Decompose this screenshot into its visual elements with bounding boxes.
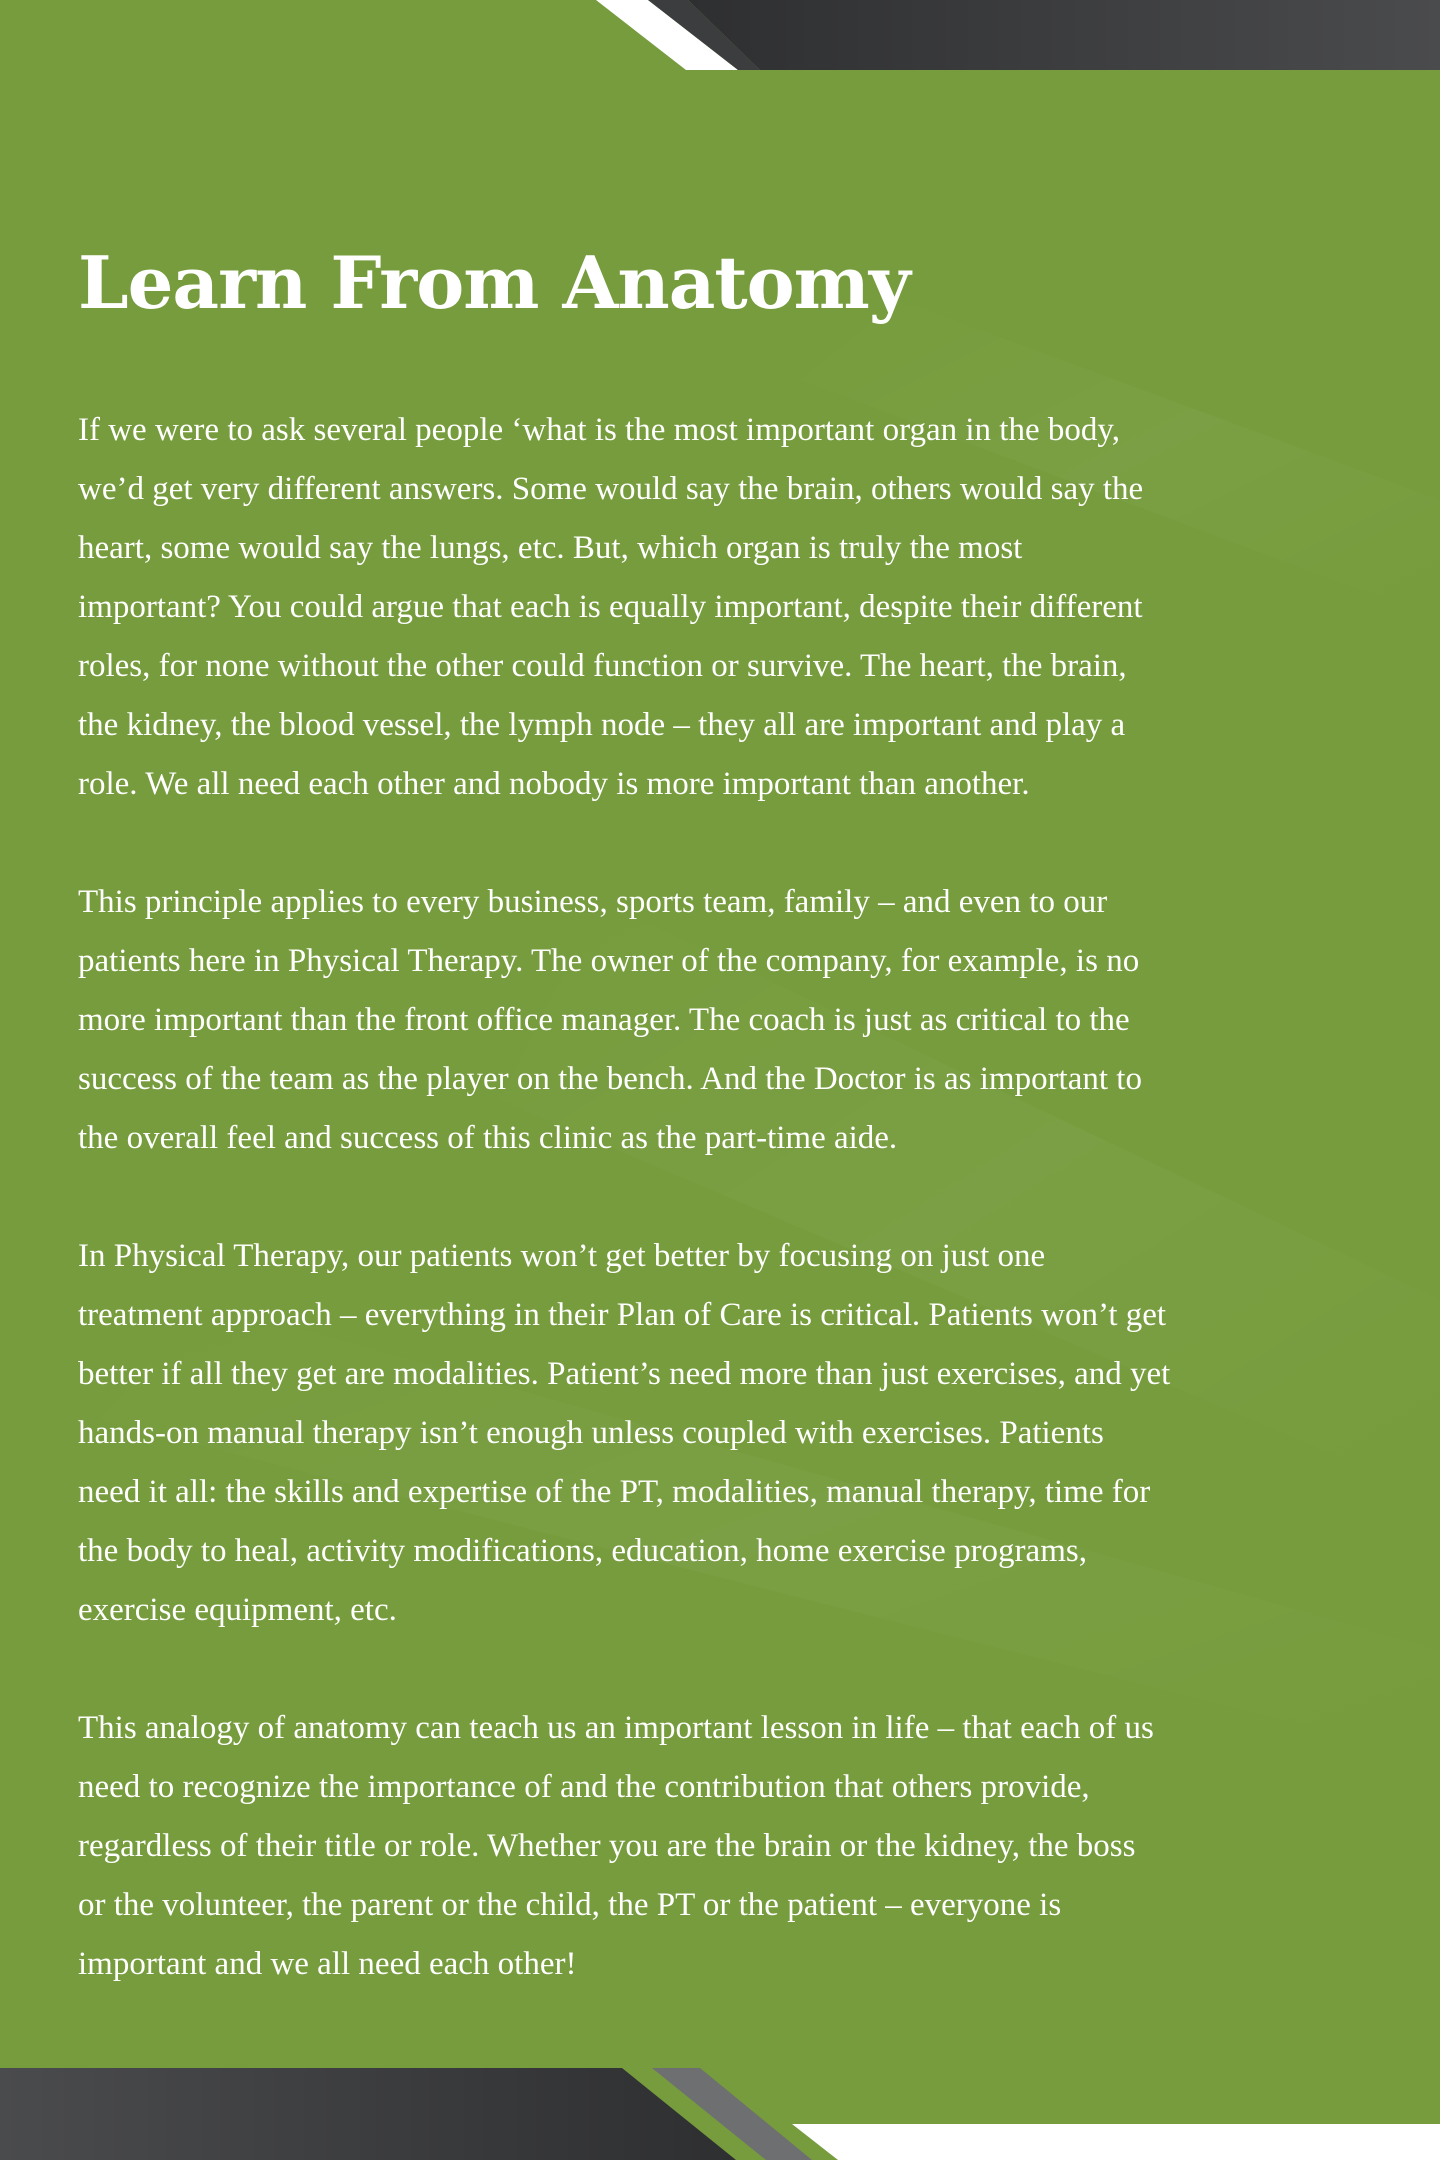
article [78, 235, 1378, 2053]
paragraph-3: In Physical Therapy, our patients won’t get better by focusing on just one treatment approach – everything in their Plan of Care is critical. Patients won’t get better if all they get are modalities. Patient’s need more than just exercises, and yet hands-on manual therapy isn’t enough unless coupled with exercises. Patients need it all: the skills and expertise of the PT, modalities, manual therapy, time for the body to heal, activity modifications, education, home exercise programs, exercise equipment, etc. [78, 1238, 1171, 1628]
paragraph-1: If we were to ask several people ‘what is the most important organ in the body, we’d get very different answers. Some would say the brain, others would say the heart, some would say the lungs, etc. But, which organ is truly the most important? You could argue that each is equally important, despite their different roles, for none without the other could function or survive. The heart, the brain, the kidney, the blood vessel, the lymph node – they all are important and play a role. We all need each other and nobody is more important than another. [78, 412, 1144, 802]
paragraph-4: This analogy of anatomy can teach us an important lesson in life – that each of us need to recognize the importance of and the contribution that others provide, regardless of their title or role. Whether you are the brain or the kidney, the boss or the volunteer, the parent or the child, the PT or the patient – everyone is important and we all need each other! [78, 1710, 1154, 1982]
paragraph-2: This principle applies to every business, sports team, family – and even to our patients here in Physical Therapy. The owner of the company, for example, is no more important than the front office manager. The coach is just as critical to the success of the team as the player on the bench. And the Doctor is as important to the overall feel and success of this clinic as the part-time aide. [78, 884, 1142, 1156]
page-title: Learn From Anatomy [78, 240, 910, 325]
